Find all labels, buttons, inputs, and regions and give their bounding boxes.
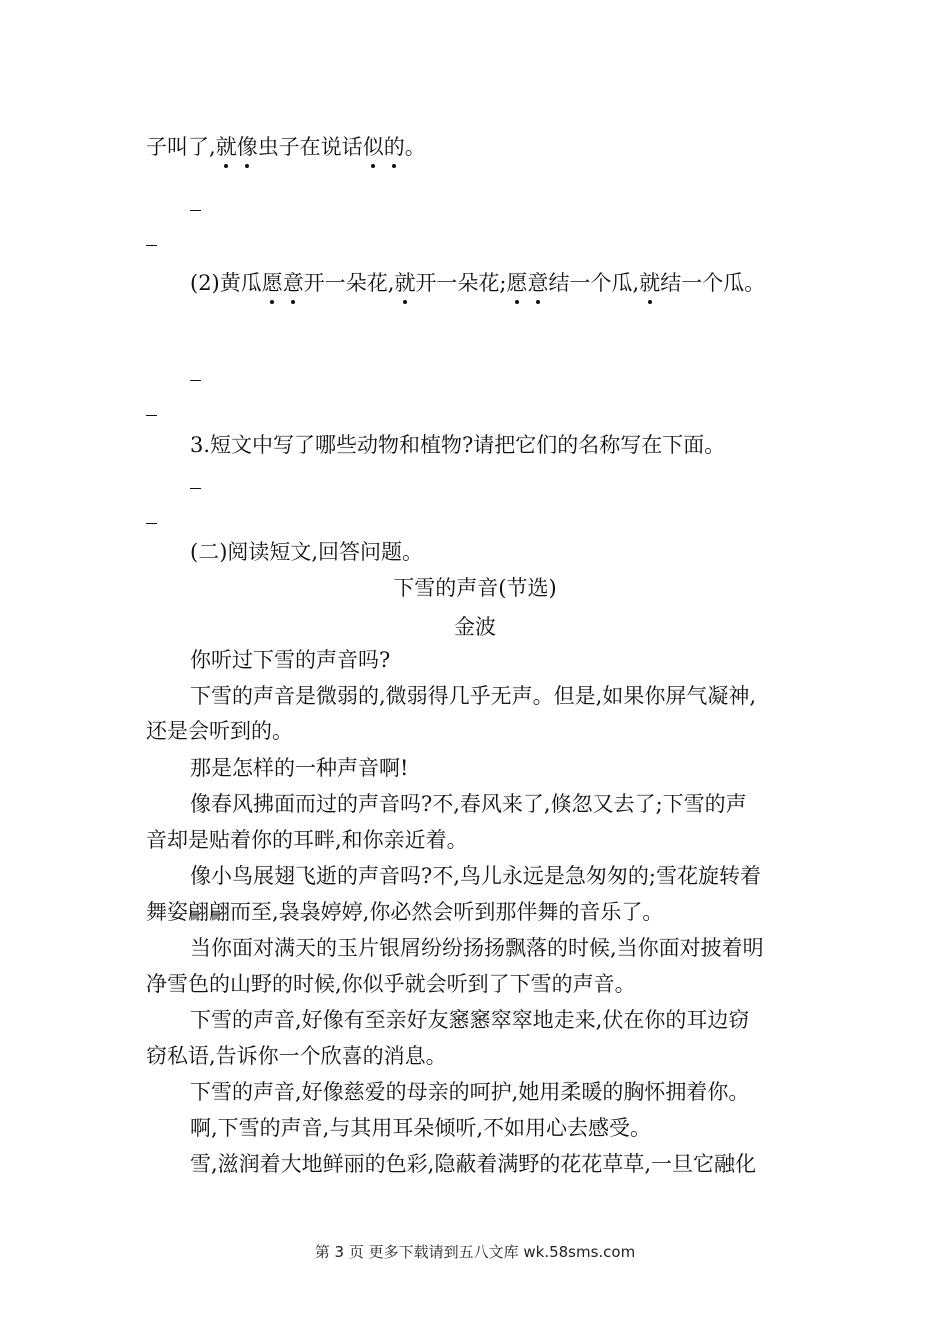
- paragraph-line: 啊,下雪的声音,与其用耳朵倾听,不如用心去感受。: [190, 1116, 652, 1140]
- answer-blank-line: [190, 488, 201, 489]
- text-segment: 子叫了,: [146, 135, 216, 159]
- emphasis-dotted-char: 似: [363, 132, 384, 162]
- emphasis-dotted-char: 的: [384, 132, 405, 162]
- paragraph-line: 下雪的声音,好像慈爱的母亲的呵护,她用柔暖的胸怀拥着你。: [190, 1080, 750, 1104]
- paragraph-line: 下雪的声音是微弱的,微弱得几乎无声。但是,如果你屏气凝神,: [190, 684, 757, 708]
- answer-blank-line: [146, 523, 157, 524]
- text-segment: 开一朵花,: [303, 271, 395, 295]
- text-segment: 结一个瓜。: [660, 271, 766, 295]
- answer-blank-line: [146, 245, 157, 246]
- text-segment: 结一个瓜,: [548, 271, 640, 295]
- article-author: 金波: [454, 615, 496, 639]
- paragraph-line: 当你面对满天的玉片银屑纷纷扬扬飘落的时候,当你面对披着明: [190, 936, 764, 960]
- emphasis-dotted-char: 意: [283, 268, 304, 298]
- emphasis-dotted-char: 意: [528, 268, 549, 298]
- article-title: 下雪的声音(节选): [393, 576, 557, 600]
- emphasis-dotted-char: 就: [394, 268, 415, 298]
- emphasis-dotted-char: 愿: [262, 268, 283, 298]
- text-segment: 。: [404, 135, 426, 159]
- text-segment: 开一朵花;: [415, 271, 507, 295]
- paragraph-line: 雪,滋润着大地鲜丽的色彩,隐蔽着满野的花花草草,一旦它融化: [190, 1152, 757, 1176]
- emphasis-dotted-char: 愿: [507, 268, 528, 298]
- paragraph-line: 还是会听到的。: [146, 719, 293, 743]
- question-3: 3.短文中写了哪些动物和植物?请把它们的名称写在下面。: [190, 433, 726, 457]
- paragraph-line: 你听过下雪的声音吗?: [190, 648, 391, 672]
- question-1-example-line: [146, 132, 426, 162]
- text-segment: (2)黄瓜: [190, 271, 262, 295]
- paragraph-line: 舞姿翩翩而至,袅袅婷婷,你必然会听到那伴舞的音乐了。: [146, 900, 664, 924]
- paragraph-line: 那是怎样的一种声音啊!: [190, 756, 409, 780]
- emphasis-dotted-char: 像: [237, 132, 258, 162]
- paragraph-line: 像春风拂面而过的声音吗?不,春风来了,倏忽又去了;下雪的声: [190, 792, 747, 816]
- emphasis-dotted-char: 就: [639, 268, 660, 298]
- paragraph-line: 音却是贴着你的耳畔,和你亲近着。: [146, 828, 468, 852]
- text-segment: 虫子在说话: [257, 135, 363, 159]
- answer-blank-line: [190, 380, 201, 381]
- page-footer: 第 3 页 更多下载请到五八文库 wk.58sms.com: [314, 1243, 636, 1261]
- answer-blank-line: [190, 210, 201, 211]
- paragraph-line: 像小鸟展翅飞逝的声音吗?不,鸟儿永远是急匆匆的;雪花旋转着: [190, 864, 762, 888]
- section-two-heading: (二)阅读短文,回答问题。: [190, 540, 424, 564]
- emphasis-dotted-char: 就: [216, 132, 237, 162]
- question-2-example-line: [190, 268, 765, 298]
- paragraph-line: 窃私语,告诉你一个欣喜的消息。: [146, 1044, 447, 1068]
- paragraph-line: 下雪的声音,好像有至亲好友窸窸窣窣地走来,伏在你的耳边窃: [190, 1008, 750, 1032]
- paragraph-line: 净雪色的山野的时候,你似乎就会听到了下雪的声音。: [146, 972, 636, 996]
- answer-blank-line: [146, 415, 157, 416]
